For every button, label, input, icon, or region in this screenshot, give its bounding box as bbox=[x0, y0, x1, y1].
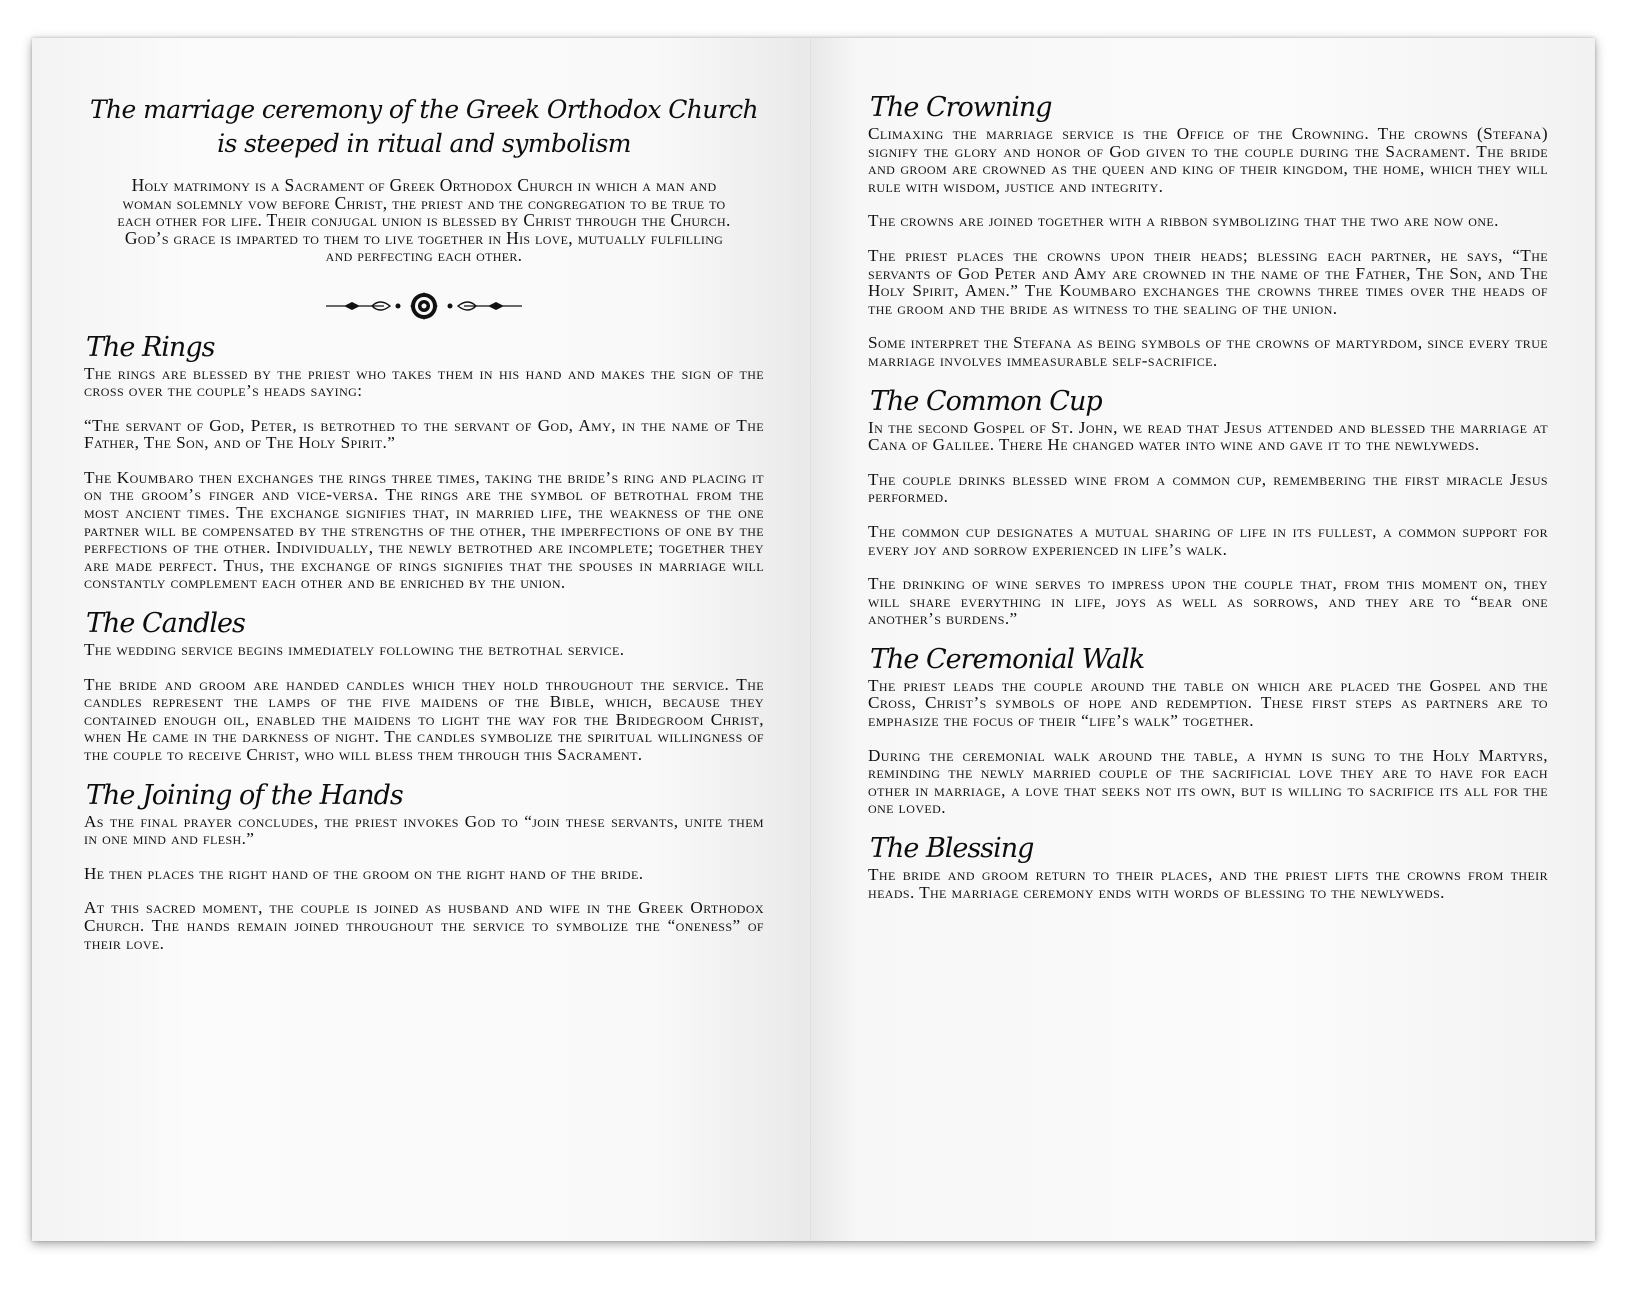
section-paragraph: The couple drinks blessed wine from a common cup, remembering the first miracle Jesus performed. bbox=[868, 469, 1548, 507]
section-paragraph: The drinking of wine serves to impress upon the couple that, from this moment on, they will share everything in life, joys as well as sorrows, and they are to “bear one another’s burdens.” bbox=[868, 574, 1548, 629]
section-paragraph: Climaxing the marriage service is the Office of the Crowning. The crowns (Stefana) signify the glory and honor of God given to the couple during the Sacrament. The bride and groom are crowned as the queen and king of their kingdom, the home, which they will rule with wisdom, justice and integrity. bbox=[868, 124, 1548, 196]
section-ceremonial-walk bbox=[868, 645, 1548, 817]
left-column bbox=[84, 93, 764, 969]
section-paragraph: The wedding service begins immediately following the betrothal service. bbox=[84, 640, 625, 660]
section-rings bbox=[84, 333, 764, 593]
section-candles bbox=[84, 609, 764, 764]
intro-paragraph: Holy matrimony is a Sacrament of Greek Orthodox Church in which a man and woman solemnly vow before Christ, the priest and the congregation to be true to each other for life. Their conjugal union is blessed by Christ through the Church. God’s grace is imparted to them to live together in His love, mutually fulfilling and perfecting each other. bbox=[117, 175, 731, 265]
section-paragraph: The priest places the crowns upon their heads; blessing each partner, he says, “The servants of God Peter and Amy are crowned in the name of the Father, The Son, and The Holy Spirit, Amen.” The Koumbaro exchanges the crowns three times over the heads of the groom and the bride as witness to the sealing of the union. bbox=[868, 245, 1548, 318]
section-heading: The Crowning bbox=[870, 92, 1052, 123]
section-paragraph: The bride and groom are handed candles which they hold throughout the service. The candles represent the lamps of the five maidens of the Bible, which, because they contained enough oil, enabled the maidens to light the way for the Bridegroom Christ, when He came in the darkness of night. The candles symbolize the spiritual willingness of the couple to receive Christ, who will bless them through this Sacrament. bbox=[84, 674, 764, 764]
section-paragraph: The Koumbaro then exchanges the rings three times, taking the bride’s ring and placing it on the groom’s finger and vice-versa. The rings are the symbol of betrothal from the most ancient times. The exchange signifies that, in married life, the weakness of the one partner will be compensated by the strengths of the other, the imperfections of one by the perfections of the other. Individually, the newly betrothed are incomplete; together they are made perfect. Thus, the exchange of rings signifies that the spouses in marriage will constantly complement each other and be enriched by the union. bbox=[84, 467, 764, 593]
section-paragraph: Some interpret the Stefana as being symbols of the crowns of martyrdom, since every true marriage involves immeasurable self-sacrifice. bbox=[868, 333, 1548, 370]
title-line-2: is steeped in ritual and symbolism bbox=[217, 129, 631, 158]
section-joining-of-hands bbox=[84, 781, 764, 953]
section-paragraph: The crowns are joined together with a ribbon symbolizing that the two are now one. bbox=[868, 211, 1499, 231]
right-column bbox=[868, 93, 1548, 918]
section-crowning bbox=[868, 93, 1548, 370]
section-heading: The Blessing bbox=[870, 833, 1034, 865]
section-paragraph: During the ceremonial walk around the table, a hymn is sung to the Holy Martyrs, reminding the newly married couple of the sacrificial love they are to have for each other in marriage, a love that seeks not its own, but is willing to sacrifice its all for the one loved. bbox=[868, 745, 1548, 818]
title-line-1: The marriage ceremony of the Greek Orthodox Church bbox=[89, 95, 759, 124]
section-paragraph: The priest leads the couple around the table on which are placed the Gospel and the Cross, Christ’s symbols of hope and redemption. These first steps as partners are to emphasize the focus of their “life’s walk” together. bbox=[868, 675, 1548, 731]
section-paragraph: At this sacred moment, the couple is joined as husband and wife in the Greek Orthodox Church. The hands remain joined throughout the service to symbolize the “oneness” of their love. bbox=[84, 898, 764, 953]
left-page bbox=[32, 38, 812, 1241]
section-heading: The Candles bbox=[86, 608, 245, 640]
section-paragraph: The rings are blessed by the priest who takes them in his hand and makes the sign of the cross over the couple’s heads saying: bbox=[84, 363, 764, 401]
page-title bbox=[84, 93, 764, 161]
section-paragraph: He then places the right hand of the groom on the right hand of the bride. bbox=[84, 863, 644, 883]
section-paragraph: The common cup designates a mutual sharing of life in its fullest, a common support for every joy and sorrow experienced in life’s walk. bbox=[868, 521, 1548, 559]
section-paragraph: As the final prayer concludes, the priest invokes God to “join these servants, unite them in one mind and flesh.” bbox=[84, 811, 764, 849]
section-heading: The Rings bbox=[86, 331, 215, 363]
section-paragraph: In the second Gospel of St. John, we read that Jesus attended and blessed the marriage at Cana of Galilee. There He changed water into wine and gave it to the newlyweds. bbox=[868, 417, 1548, 455]
section-heading: The Common Cup bbox=[870, 385, 1102, 417]
ornament-divider-icon bbox=[324, 289, 524, 323]
section-common-cup bbox=[868, 387, 1548, 628]
section-blessing bbox=[868, 834, 1548, 901]
section-heading: The Ceremonial Walk bbox=[870, 643, 1145, 675]
section-heading: The Joining of the Hands bbox=[86, 779, 403, 811]
program-booklet bbox=[32, 38, 1595, 1241]
right-page bbox=[812, 38, 1595, 1241]
section-paragraph: The bride and groom return to their places, and the priest lifts the crowns from their heads. The marriage ceremony ends with words of blessing to the newlyweds. bbox=[868, 865, 1548, 902]
section-paragraph: “The servant of God, Peter, is betrothed to the servant of God, Amy, in the name of The Father, The Son, and of The Holy Spirit.” bbox=[84, 415, 764, 453]
